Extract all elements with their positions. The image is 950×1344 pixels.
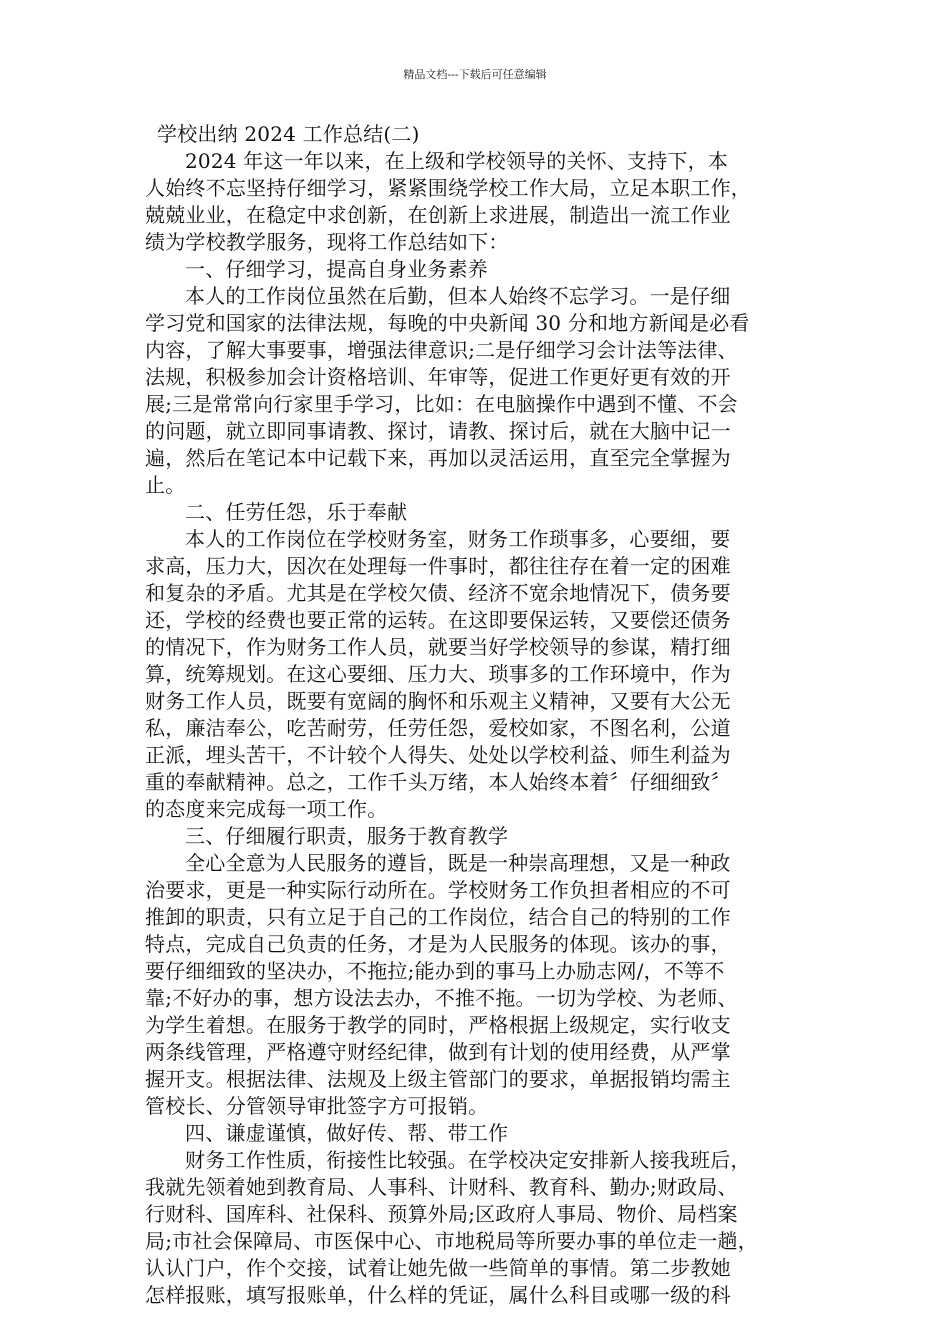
text-line: 重的奉献精神。总之，工作千头万绪，本人始终本着〞仔细细致〞 [145,770,731,794]
text-line: 学习党和国家的法律法规，每晚的中央新闻 30 分和地方新闻是必看 [145,311,750,335]
text-line: 的态度来完成每一项工作。 [145,797,388,821]
text-line: 特点，完成自己负责的任务，才是为人民服务的体现。该办的事， [145,932,731,956]
text-line: 怎样报账，填写报账单，什么样的凭证，属什么科目或哪一级的科 [145,1283,731,1307]
section-heading: 二、任劳任怨，乐于奉献 [185,500,408,524]
text-line: 止。 [145,473,186,497]
text-line: 遍，然后在笔记本中记载下来，再加以灵活运用，直至完全掌握为 [145,446,731,470]
page-header: 精品文档---下载后可任意编辑 [403,68,547,81]
text-line: 2024 年这一年以来，在上级和学校领导的关怀、支持下，本 [185,149,729,173]
text-line: 为学生着想。在服务于教学的同时，严格根据上级规定，实行收支 [145,1013,731,1037]
text-line: 和复杂的矛盾。尤其是在学校欠债、经济不宽余地情况下，债务要 [145,581,731,605]
text-line: 本人的工作岗位虽然在后勤，但本人始终不忘学习。一是仔细 [185,284,731,308]
text-line: 人始终不忘坚持仔细学习，紧紧围绕学校工作大局，立足本职工作， [145,176,751,200]
text-line: 正派，埋头苦干，不计较个人得失、处处以学校利益、师生利益为 [145,743,731,767]
text-line: 法规，积极参加会计资格培训、年审等，促进工作更好更有效的开 [145,365,731,389]
section-heading: 三、仔细履行职责，服务于教育教学 [185,824,509,848]
text-line: 财务工作人员，既要有宽阔的胸怀和乐观主义精神，又要有大公无 [145,689,731,713]
text-line: 治要求，更是一种实际行动所在。学校财务工作负担者相应的不可 [145,878,731,902]
text-line: 内容，了解大事要事，增强法律意识;二是仔细学习会计法等法律、 [145,338,738,362]
text-line: 局;市社会保障局、市医保中心、市地税局等所要办事的单位走一趟， [145,1229,758,1253]
text-line: 的问题，就立即同事请教、探讨，请教、探讨后，就在大脑中记一 [145,419,731,443]
text-line: 展;三是常常向行家里手学习，比如：在电脑操作中遇到不懂、不会 [145,392,738,416]
text-line: 财务工作性质，衔接性比较强。在学校决定安排新人接我班后， [185,1148,751,1172]
text-line: 要仔细细致的坚决办，不拖拉;能办到的事马上办励志网/，不等不 [145,959,725,983]
text-line: 行财科、国库科、社保科、预算外局;区政府人事局、物价、局档案 [145,1202,738,1226]
text-line: 两条线管理，严格遵守财经纪律，做到有计划的使用经费，从严掌 [145,1040,731,1064]
text-line: 管校长、分管领导审批签字方可报销。 [145,1094,489,1118]
text-line: 求高，压力大，因次在处理每一件事时，都往往存在着一定的困难 [145,554,731,578]
text-line: 兢兢业业，在稳定中求创新，在创新上求进展，制造出一流工作业 [145,203,731,227]
document-title: 学校出纳 2024 工作总结(二) [157,122,420,146]
text-line: 靠;不好办的事，想方设法去办，不推不拖。一切为学校、为老师、 [145,986,738,1010]
text-line: 全心全意为人民服务的遵旨，既是一种崇高理想，又是一种政 [185,851,731,875]
text-line: 算，统筹规划。在这心要细、压力大、琐事多的工作环境中，作为 [145,662,731,686]
text-line: 推卸的职责，只有立足于自己的工作岗位，结合自己的特别的工作 [145,905,731,929]
text-line: 还，学校的经费也要正常的运转。在这即要保运转，又要偿还债务 [145,608,731,632]
text-line: 的情况下，作为财务工作人员，就要当好学校领导的参谋，精打细 [145,635,731,659]
text-line: 本人的工作岗位在学校财务室，财务工作琐事多，心要细，要 [185,527,731,551]
text-line: 私，廉洁奉公，吃苦耐劳，任劳任怨，爱校如家，不图名利，公道 [145,716,731,740]
text-line: 我就先领着她到教育局、人事科、计财科、教育科、勤办;财政局、 [145,1175,738,1199]
text-line: 握开支。根据法律、法规及上级主管部门的要求，单据报销均需主 [145,1067,731,1091]
text-line: 绩为学校教学服务，现将工作总结如下： [145,230,509,254]
document-body [145,121,811,1309]
text-line: 认认门户，作个交接，试着让她先做一些简单的事情。第二步教她 [145,1256,731,1280]
section-heading: 四、谦虚谨慎，做好传、帮、带工作 [185,1121,509,1145]
section-heading: 一、仔细学习，提高自身业务素养 [185,257,488,281]
